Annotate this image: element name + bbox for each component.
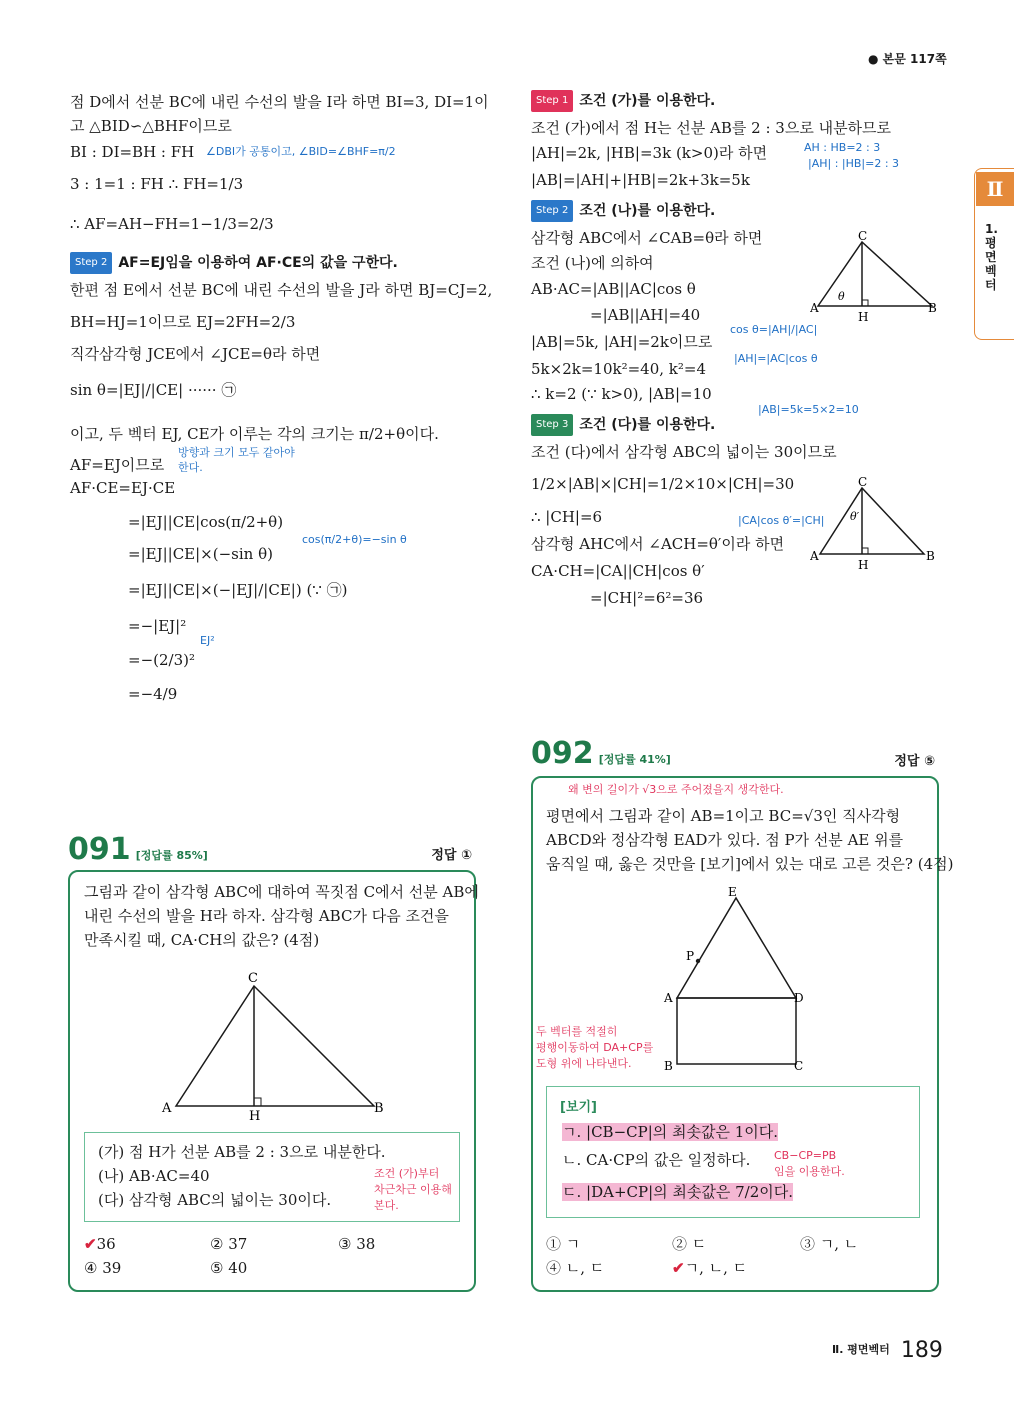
bogi-item-3: ㄷ. |DA+CP|의 최솟값은 7/2이다. <box>562 1183 794 1201</box>
problem-092-header <box>531 736 935 772</box>
right-line-8: |AB|=5k, |AH|=2k이므로 <box>531 333 713 351</box>
right-line-7: =|AB||AH|=40 <box>590 306 701 324</box>
p092-top-note: 왜 변의 길이가 √3으로 주어졌을지 생각한다. <box>568 783 784 796</box>
right-note-2a: AH : HB=2 : 3 <box>804 141 881 154</box>
label-B: B <box>664 1059 673 1073</box>
page-number: 189 <box>900 1338 943 1363</box>
choice-3[interactable]: ③ 38 <box>338 1235 376 1253</box>
p092-side-note: 두 벡터를 적절히 평행이동하여 DA+CP를 도형 위에 나타낸다. <box>536 1025 654 1070</box>
choice-5[interactable]: ⑤ 40 <box>210 1259 248 1277</box>
p091-question-1: 그림과 같이 삼각형 ABC에 대하여 꼭짓점 C에서 선분 AB에 <box>84 883 479 901</box>
right-line-12: 1/2×|AB|×|CH|=1/2×10×|CH|=30 <box>531 475 795 493</box>
left-note-13: cos(π/2+θ)=−sin θ <box>302 533 407 546</box>
right-step3: Step 3 조건 (다)를 이용한다. <box>531 414 715 436</box>
label-C: C <box>858 475 868 489</box>
left-line-6: 한편 점 E에서 선분 BC에 내린 수선의 발을 J라 하면 BJ=CJ=2, <box>70 281 493 299</box>
triangle-figure-2 <box>810 474 940 570</box>
label-theta2: θ′ <box>850 510 860 523</box>
label-H: H <box>858 558 869 570</box>
right-line-2: |AH|=2k, |HB|=3k (k>0)라 하면 <box>531 144 768 162</box>
right-step2: Step 2 조건 (나)를 이용한다. <box>531 200 715 222</box>
left-line-3: BI : DI=BH : FH <box>70 143 195 161</box>
answer-label: 정답 ① <box>431 848 472 863</box>
left-line-5: ∴ AF=AH−FH=1−1/3=2/3 <box>70 215 274 233</box>
right-line-4: 삼각형 ABC에서 ∠CAB=θ라 하면 <box>531 229 763 247</box>
bogi-label: [보기] <box>560 1100 597 1115</box>
bogi-side-note: CB−CP=PB 임을 이용한다. <box>774 1149 845 1178</box>
bogi-item-1: ㄱ. |CB−CP|의 최솟값은 1이다. <box>562 1123 779 1141</box>
label-theta: θ <box>838 290 845 303</box>
right-note-10: |AB|=5k=5×2=10 <box>758 403 859 416</box>
label-C: C <box>248 971 258 986</box>
left-line-17: =−(2/3)² <box>128 651 195 669</box>
left-line-16: =−|EJ|² <box>128 617 187 635</box>
step-badge: Step 2 <box>70 252 112 274</box>
step-badge: Step 1 <box>531 90 573 112</box>
choice-5[interactable]: ✔ㄱ, ㄴ, ㄷ <box>672 1259 748 1277</box>
right-line-15: CA·CH=|CA||CH|cos θ′ <box>531 562 705 580</box>
problem-number: 091 <box>68 832 131 867</box>
triangle-figure-1 <box>810 228 940 324</box>
choice-2[interactable]: ② 37 <box>210 1235 248 1253</box>
choice-4[interactable]: ④ 39 <box>84 1259 122 1277</box>
left-line-9: sin θ=|EJ|/|CE| ······ ㉠ <box>70 381 237 399</box>
choice-1[interactable]: ✔36 <box>84 1235 116 1253</box>
check-icon: ✔ <box>84 1235 97 1253</box>
left-line-13: =|EJ||CE|cos(π/2+θ) <box>128 513 284 531</box>
label-E: E <box>728 885 737 899</box>
label-C: C <box>794 1059 804 1073</box>
label-H: H <box>249 1109 261 1124</box>
label-A: A <box>810 549 819 563</box>
right-line-16: =|CH|²=6²=36 <box>590 589 704 607</box>
right-line-3: |AB|=|AH|+|HB|=2k+3k=5k <box>531 171 750 189</box>
footer <box>832 1338 943 1363</box>
right-line-14: 삼각형 AHC에서 ∠ACH=θ′이라 하면 <box>531 535 785 553</box>
right-line-10: ∴ k=2 (∵ k>0), |AB|=10 <box>531 385 712 403</box>
left-note-16: EJ² <box>200 634 215 647</box>
correct-rate: [정답률 41%] <box>598 753 671 766</box>
side-tab-label: 1. 평면벡터 <box>985 222 998 292</box>
p092-question-3: 움직일 때, 옳은 것만을 [보기]에서 있는 대로 고른 것은? (4점) <box>546 855 954 873</box>
label-B: B <box>928 301 937 315</box>
label-D: D <box>794 991 804 1005</box>
left-note-10: 방향과 크기 모두 같아야 <box>178 446 295 459</box>
right-note-13: |CA|cos θ′=|CH| <box>738 514 825 527</box>
p091-cond-1: (가) 점 H가 선분 AB를 2 : 3으로 내분한다. <box>98 1143 386 1161</box>
left-line-8: 직각삼각형 JCE에서 ∠JCE=θ라 하면 <box>70 345 321 363</box>
left-note-3: ∠DBI가 공통이고, ∠BID=∠BHF=π/2 <box>206 145 396 158</box>
right-note-8: |AH|=|AC|cos θ <box>734 352 818 365</box>
page-ref: ● 본문 117쪽 <box>868 52 947 66</box>
bogi-item-2: ㄴ. CA·CP의 값은 일정하다. <box>562 1151 751 1169</box>
p091-question-3: 만족시킬 때, CA·CH의 값은? (4점) <box>84 931 320 949</box>
left-line-7: BH=HJ=1이므로 EJ=2FH=2/3 <box>70 313 296 331</box>
left-line-11: AF=EJ이므로 <box>70 456 165 474</box>
right-note-7: cos θ=|AH|/|AC| <box>730 323 818 336</box>
answer-label: 정답 ⑤ <box>894 754 935 769</box>
label-A: A <box>162 1101 172 1116</box>
right-line-11: 조건 (다)에서 삼각형 ABC의 넓이는 30이므로 <box>531 443 837 461</box>
left-line-12: AF·CE=EJ·CE <box>70 479 176 497</box>
p092-question-2: ABCD와 정삼각형 EAD가 있다. 점 P가 선분 AE 위를 <box>546 831 904 849</box>
label-C: C <box>858 229 868 243</box>
choice-1[interactable]: ① ㄱ <box>546 1235 581 1253</box>
step-badge: Step 3 <box>531 414 573 436</box>
correct-rate: [정답률 85%] <box>135 849 208 862</box>
choice-3[interactable]: ③ ㄱ, ㄴ <box>800 1235 859 1253</box>
p092-question-1: 평면에서 그림과 같이 AB=1이고 BC=√3인 직사각형 <box>546 807 901 825</box>
footer-chapter: Ⅱ. 평면벡터 <box>832 1343 890 1356</box>
right-note-2b: |AH| : |HB|=2 : 3 <box>808 157 900 170</box>
left-line-14: =|EJ||CE|×(−sin θ) <box>128 545 273 563</box>
choice-4[interactable]: ④ ㄴ, ㄷ <box>546 1259 605 1277</box>
right-line-6: AB·AC=|AB||AC|cos θ <box>531 280 696 298</box>
label-B: B <box>374 1101 384 1116</box>
right-step1: Step 1 조건 (가)를 이용한다. <box>531 90 715 112</box>
right-line-13: ∴ |CH|=6 <box>531 508 603 526</box>
right-line-5: 조건 (나)에 의하여 <box>531 254 654 272</box>
left-line-15: =|EJ||CE|×(−|EJ|/|CE|) (∵ ㉠) <box>128 581 348 599</box>
side-tab-roman: Ⅱ <box>976 172 1014 206</box>
p091-cond-2: (나) AB·AC=40 <box>98 1167 210 1185</box>
label-H: H <box>858 310 869 324</box>
left-step2: Step 2 AF=EJ임을 이용하여 AF·CE의 값을 구한다. <box>70 252 398 274</box>
right-line-1: 조건 (가)에서 점 H는 선분 AB를 2 : 3으로 내분하므로 <box>531 119 892 137</box>
p092-figure <box>656 882 816 1076</box>
check-icon: ✔ <box>672 1259 685 1277</box>
circle-icon: ● <box>868 52 879 66</box>
problem-091-header <box>68 832 472 866</box>
step-badge: Step 2 <box>531 200 573 222</box>
label-A: A <box>664 991 673 1005</box>
right-line-9: 5k×2k=10k²=40, k²=4 <box>531 360 706 378</box>
left-line-4: 3 : 1=1 : FH ∴ FH=1/3 <box>70 175 244 193</box>
left-line-2: 고 △BID∽△BHF이므로 <box>70 117 232 135</box>
label-P: P <box>686 949 695 963</box>
p091-question-2: 내린 수선의 발을 H라 하자. 삼각형 ABC가 다음 조건을 <box>84 907 449 925</box>
left-line-1: 점 D에서 선분 BC에 내린 수선의 발을 I라 하면 BI=3, DI=1이 <box>70 93 489 111</box>
label-B: B <box>926 549 935 563</box>
p091-cond-3: (다) 삼각형 ABC의 넓이는 30이다. <box>98 1191 332 1209</box>
left-line-18: =−4/9 <box>128 685 178 703</box>
left-note-11: 한다. <box>178 461 203 474</box>
p091-triangle-figure <box>160 968 390 1128</box>
left-line-10: 이고, 두 벡터 EJ, CE가 이루는 각의 크기는 π/2+θ이다. <box>70 425 439 443</box>
choice-2[interactable]: ② ㄷ <box>672 1235 707 1253</box>
problem-number: 092 <box>531 736 594 771</box>
label-A: A <box>810 301 819 315</box>
p091-side-note: 조건 (가)부터 차근차근 이용해 본다. <box>374 1167 452 1212</box>
